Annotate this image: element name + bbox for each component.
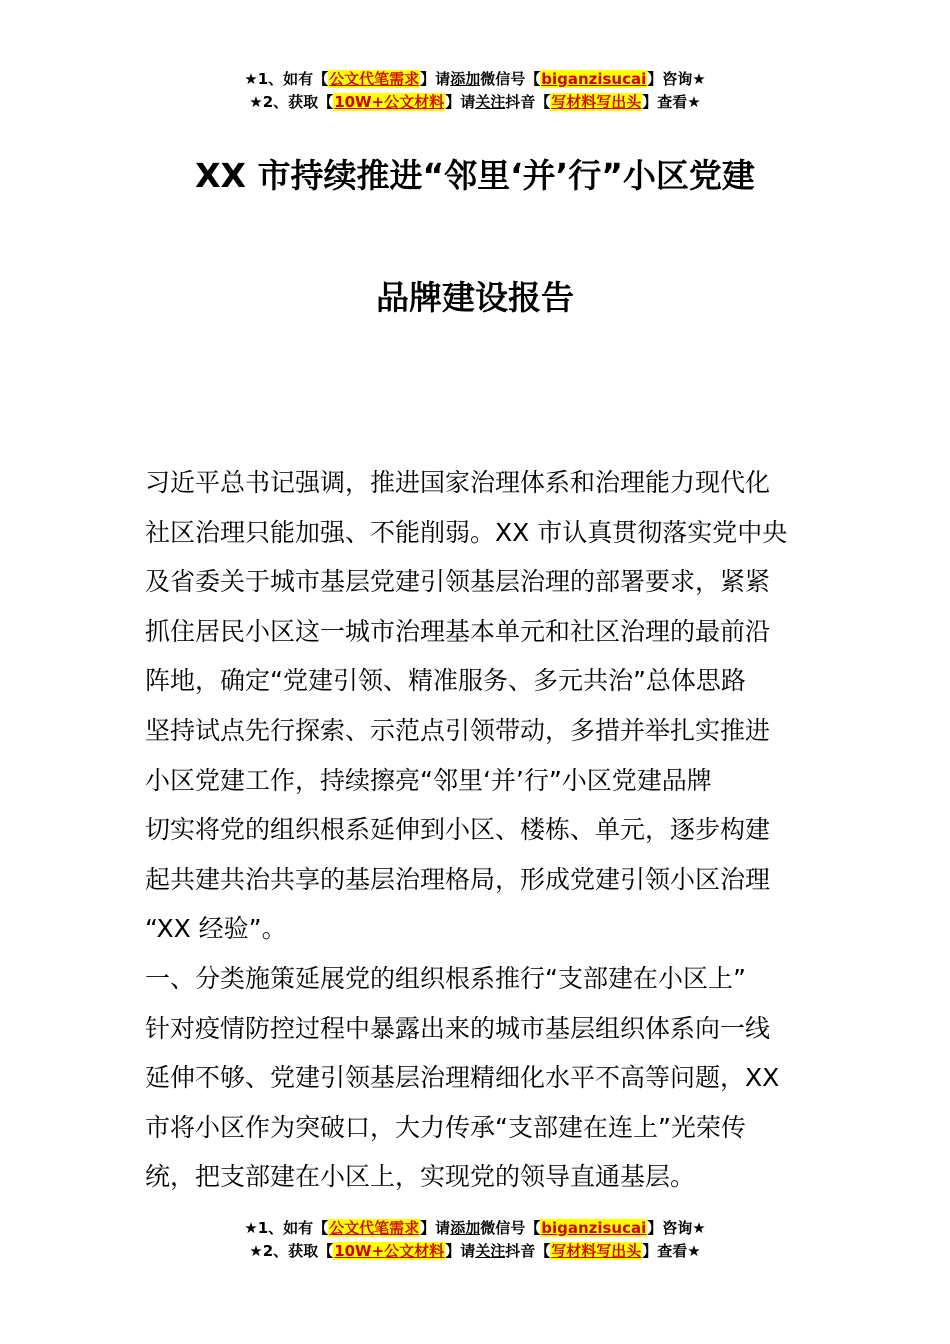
promo-highlight: 10W+公文材料 bbox=[334, 93, 445, 111]
promo-text: 】请 bbox=[445, 93, 476, 111]
promo-wechat-id: biganzisucai bbox=[541, 70, 647, 88]
promo-douyin-id: 写材料写出头 bbox=[551, 93, 642, 111]
promo-highlight: 公文代笔需求 bbox=[329, 1219, 420, 1237]
promo-underline: 添加 bbox=[450, 1219, 481, 1237]
body-line: 习近平总书记强调，推进国家治理体系和治理能力现代化 bbox=[145, 468, 771, 497]
body-line: 阵地，确定“党建引领、精准服务、多元共治”总体思路 bbox=[145, 666, 746, 696]
promo-text: 抖音【 bbox=[505, 93, 551, 111]
promo-text: 微信号【 bbox=[480, 70, 541, 88]
body-line: 抓住居民小区这一城市治理基本单元和社区治理的最前沿 bbox=[145, 616, 771, 646]
promo-text: 】咨询★ bbox=[647, 70, 706, 88]
promo-text: 抖音【 bbox=[505, 1242, 551, 1260]
promo-wechat-id: biganzisucai bbox=[541, 1219, 647, 1237]
promo-line-1 bbox=[0, 68, 950, 91]
body-line: 市将小区作为突破口，大力传承“支部建在连上”光荣传 bbox=[145, 1112, 746, 1142]
body-line: 小区党建工作，持续擦亮“邻里‘并’行”小区党建品牌 bbox=[145, 765, 712, 795]
body-line: 针对疫情防控过程中暴露出来的城市基层组织体系向一线 bbox=[145, 1013, 771, 1043]
promo-text: 】请 bbox=[445, 1242, 476, 1260]
body-line: 切实将党的组织根系延伸到小区、楼栋、单元，逐步构建 bbox=[145, 815, 771, 845]
body-line: 及省委关于城市基层党建引领基层治理的部署要求，紧紧 bbox=[145, 567, 771, 597]
promo-highlight: 10W+公文材料 bbox=[334, 1242, 445, 1260]
promo-highlight: 公文代笔需求 bbox=[329, 70, 420, 88]
promo-text: 】咨询★ bbox=[647, 1219, 706, 1237]
body-line: 统，把支部建在小区上，实现党的领导直通基层。 bbox=[145, 1162, 696, 1192]
promo-text: 】查看★ bbox=[642, 1242, 701, 1260]
promo-line-2 bbox=[0, 1240, 950, 1263]
promo-text: 】请 bbox=[420, 70, 451, 88]
promo-line-2 bbox=[0, 91, 950, 114]
body-line: “XX 经验”。 bbox=[145, 914, 287, 944]
section-heading: 一、分类施策延展党的组织根系推行“支部建在小区上” bbox=[145, 963, 746, 993]
promo-text: 】请 bbox=[420, 1219, 451, 1237]
body-line: 起共建共治共享的基层治理格局，形成党建引领小区治理 bbox=[145, 864, 771, 894]
footer-promo bbox=[0, 1217, 950, 1263]
promo-text: ★1、如有【 bbox=[244, 1219, 329, 1237]
document-title-line-1: XX 市持续推进“邻里‘并’行”小区党建 bbox=[195, 156, 755, 195]
body-line: 延伸不够、党建引领基层治理精细化水平不高等问题，XX bbox=[145, 1063, 780, 1093]
promo-text: 】查看★ bbox=[642, 93, 701, 111]
promo-text: 微信号【 bbox=[480, 1219, 541, 1237]
document-title-line-2: 品牌建设报告 bbox=[376, 278, 574, 317]
promo-text: ★2、获取【 bbox=[249, 93, 334, 111]
header-promo bbox=[0, 68, 950, 114]
promo-douyin-id: 写材料写出头 bbox=[551, 1242, 642, 1260]
promo-text: ★2、获取【 bbox=[249, 1242, 334, 1260]
promo-underline: 添加 bbox=[450, 70, 481, 88]
promo-underline: 关注 bbox=[475, 1242, 506, 1260]
document-body bbox=[145, 458, 810, 1202]
promo-line-1 bbox=[0, 1217, 950, 1240]
promo-text: ★1、如有【 bbox=[244, 70, 329, 88]
body-line: 社区治理只能加强、不能削弱。XX 市认真贯彻落实党中央 bbox=[145, 517, 788, 547]
body-line: 坚持试点先行探索、示范点引领带动，多措并举扎实推进 bbox=[145, 715, 771, 745]
promo-underline: 关注 bbox=[475, 93, 506, 111]
